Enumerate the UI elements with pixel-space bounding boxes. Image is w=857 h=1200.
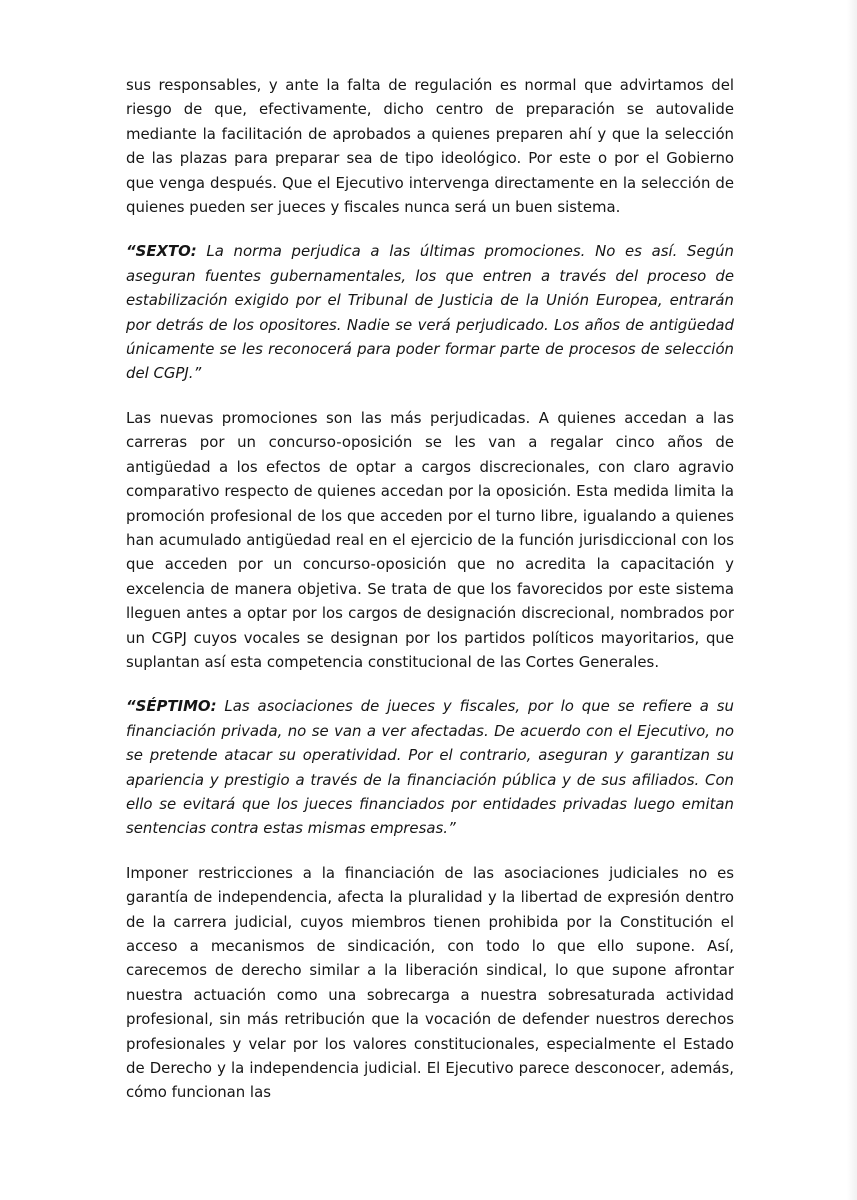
paragraph-response-sexto: Las nuevas promociones son las más perjudicadas. A quienes accedan a las carreras por un concurso-oposición se les van a regalar cinco años de antigüedad a los efectos de optar a cargos discrecionales, con claro agravio comparativo respecto de quienes accedan por la oposición. Esta medida limita la promoción profesional de los que acceden por el turno libre, igualando a quienes han acumulado antigüedad real en el ejercicio de la función jurisdiccional con los que acceden por un concurso-oposición que no acredita la capacitación y excelencia de manera objetiva. Se trata de que los favorecidos por este sistema lleguen antes a optar por los cargos de designación discrecional, nombrados por un CGPJ cuyos vocales se designan por los partidos políticos mayoritarios, que suplantan así esta competencia constitucional de las Cortes Generales. — [126, 408, 734, 671]
quote-text-sexto: La norma perjudica a las últimas promociones. No es así. Según aseguran fuentes gubernamentales, los que entren a través del proceso de estabilización exigido por el Tribunal de Justicia de la Unión Europea, entrarán por detrás de los opositores. Nadie se verá perjudicado. Los años de antigüedad únicamente se les reconocerá para poder formar parte de procesos de selección del CGPJ.” — [126, 242, 734, 383]
document-body — [126, 73, 734, 1125]
quote-label-septimo: “SÉPTIMO: — [126, 697, 217, 716]
quote-text-septimo: Las asociaciones de jueces y fiscales, por lo que se refiere a su financiación privada, no se van a ver afectadas. De acuerdo con el Ejecutivo, no se pretende atacar su operatividad. Por el contrario, aseguran y garantizan su apariencia y prestigio a través de la financiación pública y de sus afiliados. Con ello se evitará que los jueces financiados por entidades privadas luego emitan sentencias contra estas mismas empresas.” — [126, 697, 734, 838]
page-edge-shadow — [847, 0, 857, 1200]
quote-sexto — [126, 239, 734, 385]
paragraph-response-septimo: Imponer restricciones a la financiación de las asociaciones judiciales no es garantía de independencia, afecta la pluralidad y la libertad de expresión dentro de la carrera judicial, cuyos miembros tienen prohibida por la Constitución el acceso a mecanismos de sindicación, con todo lo que ello supone. Así, carecemos de derecho similar a la liberación sindical, lo que supone afrontar nuestra actuación como una sobrecarga a nuestra sobresaturada actividad profesional, sin más retribución que la vocación de defender nuestros derechos profesionales y velar por los valores constitucionales, especialmente el Estado de Derecho y la independencia judicial. El Ejecutivo parece desconocer, además, cómo funcionan las — [126, 863, 734, 1102]
quote-label-sexto: “SEXTO: — [126, 242, 197, 261]
paragraph-continuation: sus responsables, y ante la falta de regulación es normal que advirtamos del riesgo de que, efectivamente, dicho centro de preparación se autovalide mediante la facilitación de aprobados a quienes preparen ahí y que la selección de las plazas para preparar sea de tipo ideológico. Por este o por el Gobierno que venga después. Que el Ejecutivo intervenga directamente en la selección de quienes pueden ser jueces y fiscales nunca será un buen sistema. — [126, 76, 734, 217]
quote-septimo — [126, 694, 734, 840]
